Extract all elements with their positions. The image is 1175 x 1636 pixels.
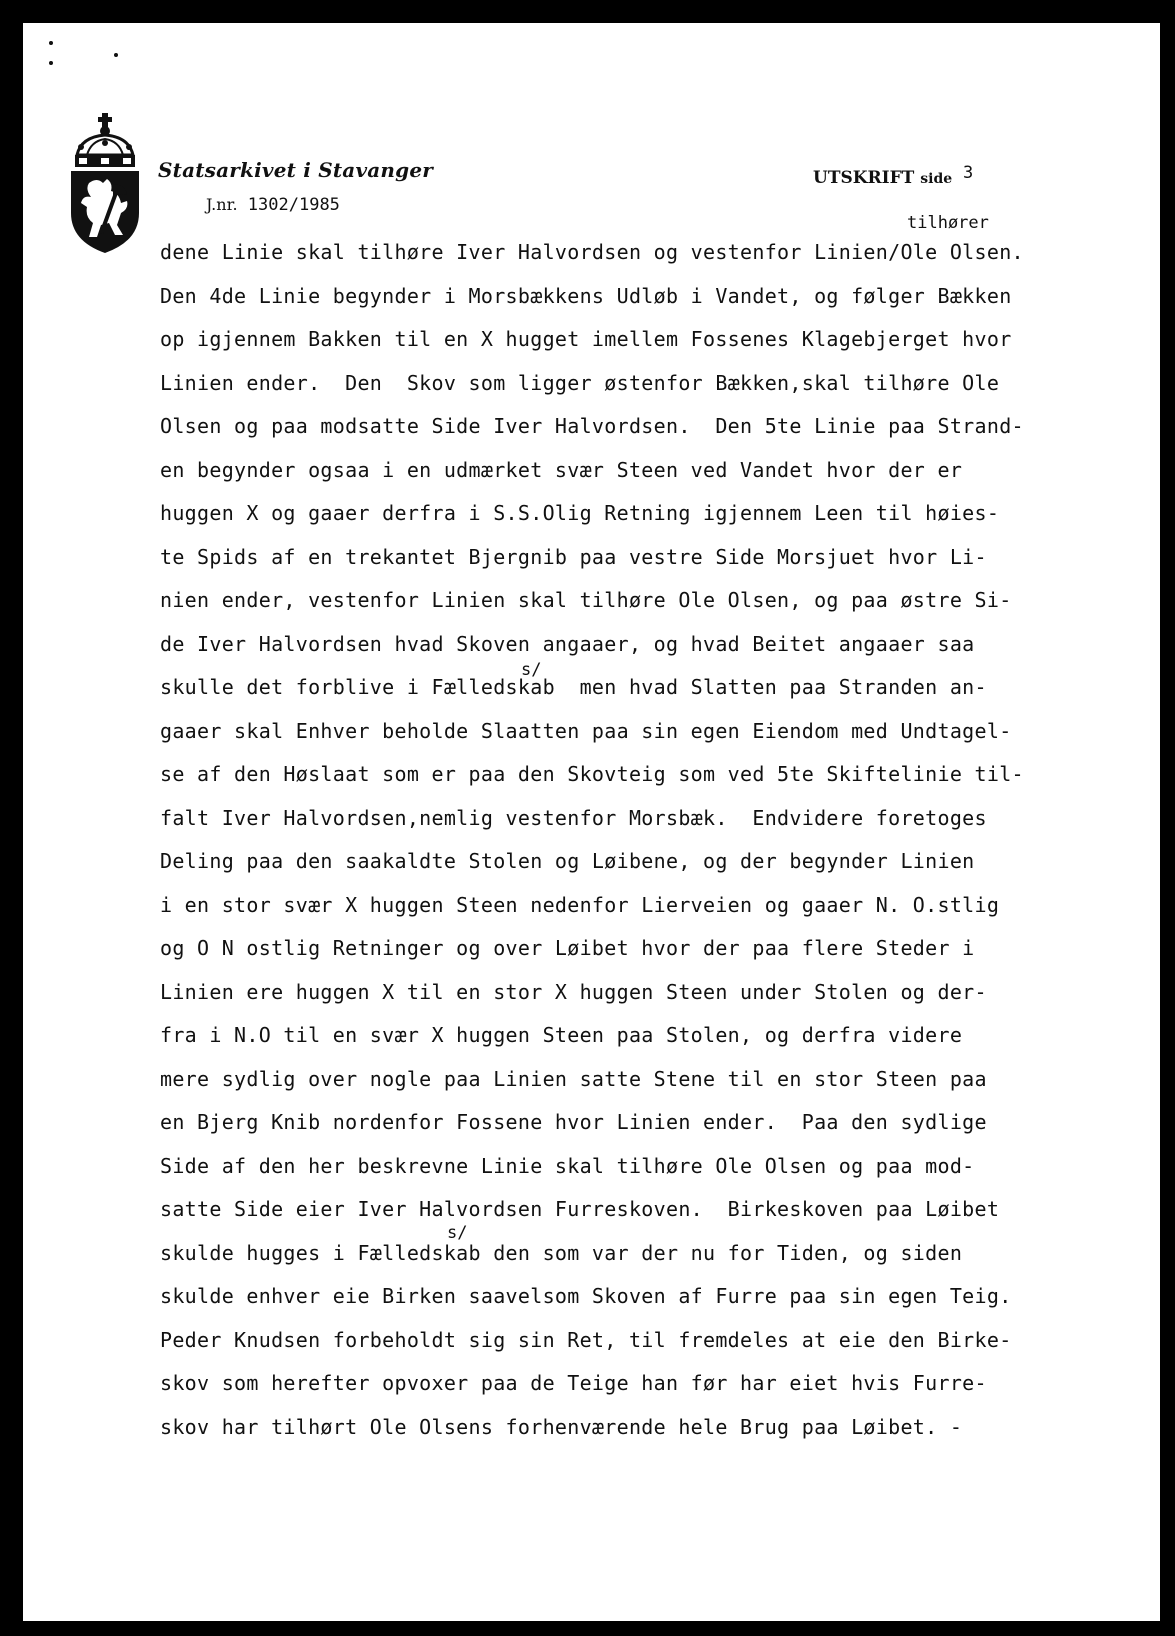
journal-number-label: J.nr. [206,195,238,214]
text-line: huggen X og gaaer derfra i S.S.Olig Retning igjennem Leen til høies- [160,501,1000,525]
text-line: skulde enhver eie Birken saavelsom Skoven af Furre paa sin egen Teig. [160,1284,1012,1308]
speck-mark [49,41,53,45]
text-line: en Bjerg Knib nordenfor Fossene hvor Linien ender. Paa den sydlige [160,1110,987,1134]
transcript-heading [813,168,952,188]
text-line: se af den Høslaat som er paa den Skovteig som ved 5te Skiftelinie til- [160,762,1024,786]
text-line: skulde hugges i Fælledskab den som var der nu for Tiden, og siden [160,1240,963,1265]
text-line: Linien ere huggen X til en stor X huggen Steen under Stolen og der- [160,979,987,1004]
text-line: skulle det forblive i Fælledskab men hvad Slatten paa Stranden an- [160,675,987,699]
text-line: satte Side eier Iver Halvordsen Furreskoven. Birkeskoven paa Løibet [160,1197,1000,1221]
page-number: 3 [963,163,974,183]
text-line: falt Iver Halvordsen,nemlig vestenfor Morsbæk. Endvidere foretoges [160,805,987,830]
text-line: nien ender, vestenfor Linien skal tilhøre Ole Olsen, og paa østre Si- [160,588,1012,612]
text-line: gaaer skal Enhver beholde Slaatten paa sin egen Eiendom med Undtagel- [160,718,1012,743]
text-line: Olsen og paa modsatte Side Iver Halvordsen. Den 5te Linie paa Strand- [160,414,1024,438]
text-line: i en stor svær X huggen Steen nedenfor Lierveien og gaaer N. O.stlig [160,892,1000,917]
interlinear-insertion: s/ [447,1223,468,1243]
document-page [23,23,1160,1621]
text-line: Peder Knudsen forbeholdt sig sin Ret, til fremdeles at eie den Birke- [160,1327,1012,1352]
text-line: Side af den her beskrevne Linie skal tilhøre Ole Olsen og paa mod- [160,1153,975,1178]
journal-number [206,195,340,215]
text-line: mere sydlig over nogle paa Linien satte Stene til en stor Steen paa [160,1066,987,1091]
text-line: te Spids af en trekantet Bjergnib paa vestre Side Morsjuet hvor Li- [160,544,987,569]
text-line: Linien ender. Den Skov som ligger østenfor Bækken,skal tilhøre Ole [160,370,1000,395]
side-label: side [920,171,953,187]
transcript-label: UTSKRIFT [813,168,915,188]
archive-name: Statsarkivet i Stavanger [158,158,434,182]
text-line: skov som herefter opvoxer paa de Teige han før har eiet hvis Furre- [160,1371,987,1395]
text-line: op igjennem Bakken til en X hugget imellem Fossenes Klagebjerget hvor [160,327,1012,351]
interlinear-insertion: tilhører [907,213,989,233]
text-line: og O N ostlig Retninger og over Løibet hvor der paa flere Steder i [160,936,975,960]
text-line: fra i N.O til en svær X huggen Steen paa Stolen, og derfra videre [160,1023,963,1047]
transcript-body [160,231,1024,1449]
interlinear-insertion: s/ [521,660,542,680]
text-line: dene Linie skal tilhøre Iver Halvordsen og vestenfor Linien/Ole Olsen. [160,240,1024,264]
speck-mark [49,61,53,65]
text-line: Den 4de Linie begynder i Morsbækkens Udløb i Vandet, og følger Bækken [160,283,1012,308]
text-line: en begynder ogsaa i en udmærket svær Steen ved Vandet hvor der er [160,457,963,482]
journal-number-value: 1302/1985 [247,195,340,215]
speck-mark [114,53,118,57]
norwegian-coat-of-arms-icon [67,113,143,253]
text-line: skov har tilhørt Ole Olsens forhenværende hele Brug paa Løibet. - [160,1414,963,1439]
text-line: Deling paa den saakaldte Stolen og Løibene, og der begynder Linien [160,849,975,873]
text-line: de Iver Halvordsen hvad Skoven angaaer, og hvad Beitet angaaer saa [160,631,975,656]
